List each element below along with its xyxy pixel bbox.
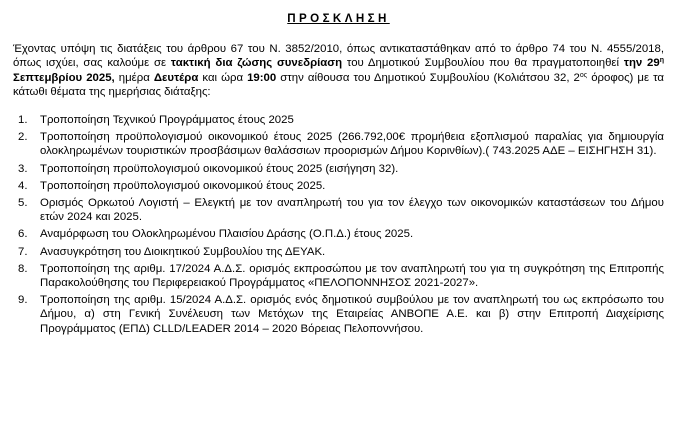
ordinal-suffix: η — [659, 57, 664, 65]
intro-text-5: στην αίθουσα του Δημοτικού Συμβουλίου (Κολιάτσου 32, 2 — [276, 71, 580, 84]
agenda-item-number: 5. — [18, 197, 28, 210]
agenda-item-text: Τροποποίηση προϋπολογισμού οικονομικού έτους 2025. — [40, 179, 326, 192]
agenda-item-number: 8. — [18, 262, 28, 275]
intro-paragraph — [13, 42, 664, 99]
agenda-item-number: 4. — [18, 179, 28, 192]
agenda-item-number: 7. — [18, 245, 28, 258]
meeting-month-year: Σεπτεμβρίου 2025, — [13, 71, 115, 84]
agenda-list — [13, 113, 664, 336]
agenda-item-text: Τροποποίηση της αριθμ. 17/2024 Α.Δ.Σ. ορισμός εκπροσώπου με τον αναπληρωτή του για τη συγκρότηση της Επιτροπής Παρακολούθησης του Περιφερειακού Προγράμματος «ΠΕΛΟΠΟΝΝΗΣΟΣ 2021-2027». — [40, 262, 664, 290]
intro-text-6: όροφος) με τα κάτωθι θέματα της ημερήσιας διάταξης: — [13, 71, 664, 98]
agenda-item-text: Ανασυγκρότηση του Διοικητικού Συμβουλίου της ΔΕΥΑΚ. — [40, 245, 326, 258]
meeting-type: τακτική δια ζώσης συνεδρίαση — [170, 57, 343, 70]
agenda-item-4 — [13, 179, 664, 193]
agenda-item-6 — [13, 227, 664, 241]
agenda-item-text: Τροποποίηση προϋπολογισμού οικονομικού έτους 2025 (εισήγηση 32). — [40, 162, 399, 175]
meeting-weekday: Δευτέρα — [153, 71, 199, 84]
agenda-item-text: Τροποποίηση Τεχνικού Προγράμματος έτους 2025 — [40, 114, 294, 127]
agenda-item-number: 6. — [18, 228, 28, 241]
agenda-item-text: Αναμόρφωση του Ολοκληρωμένου Πλαισίου Δράσης (Ο.Π.Δ.) έτους 2025. — [40, 228, 414, 241]
intro-text-2: του Δημοτικού Συμβουλίου που θα πραγματοποιηθεί — [342, 57, 624, 70]
agenda-item-text: Τροποποίηση προϋπολογισμού οικονομικού έτους 2025 (266.792,00€ προμήθεια εξοπλισμού παραλίας για δημιουργία ολοκληρωμένων τουριστικών προσβάσιμων θαλάσσιων προορισμών Δήμου Κορινθίων).( 743.2025 ΑΔΕ – ΕΙΣΗΓΗΣΗ 31). — [40, 131, 664, 158]
agenda-item-5 — [13, 196, 664, 224]
agenda-item-3 — [13, 162, 664, 176]
intro-text-4: και ώρα — [198, 71, 248, 84]
agenda-item-text: Τροποποίηση της αριθμ. 15/2024 Α.Δ.Σ. ορισμός ενός δημοτικού συμβούλου με τον αναπληρωτή του ως εκπρόσωπο του Δήμου, α) στη Γενική Συνέλευση των Μετόχων της Εταιρείας ΑΝΒΟΠΕ Α.Ε. και β) στην Επιτροπή Διαχείρισης Προγράμματος (ΕΠΔ) CLLD/LEADER 2014 – 2020 Βόρειας Πελοποννήσου. — [40, 294, 664, 335]
agenda-item-7 — [13, 245, 664, 259]
agenda-item-number: 1. — [18, 114, 28, 127]
agenda-item-8 — [13, 262, 664, 290]
meeting-time: 19:00 — [247, 71, 277, 84]
agenda-item-9 — [13, 293, 664, 336]
intro-text-1: Έχοντας υπόψη τις διατάξεις του άρθρου 67 του Ν. 3852/2010, όπως αντικαταστάθηκαν από το άρθρο 74 του Ν. 4555/2018, όπως ισχύει, σας καλούμε σε — [13, 43, 664, 70]
agenda-item-text: Ορισμός Ορκωτού Λογιστή – Ελεγκτή με τον αναπληρωτή του για τον έλεγχο των οικονομικών καταστάσεων του Δήμου ετών 2024 και 2025. — [40, 197, 664, 224]
floor-ordinal-suffix: ος — [579, 71, 588, 79]
meeting-day-number: την 29 — [623, 57, 660, 70]
intro-text-3: ημέρα — [114, 71, 154, 84]
agenda-item-2 — [13, 130, 664, 158]
agenda-item-1 — [13, 113, 664, 127]
document-title: ΠΡΟΣΚΛΗΣΗ — [287, 12, 390, 25]
agenda-item-number: 3. — [18, 162, 28, 175]
agenda-item-number: 2. — [18, 131, 28, 144]
agenda-item-number: 9. — [18, 294, 28, 307]
